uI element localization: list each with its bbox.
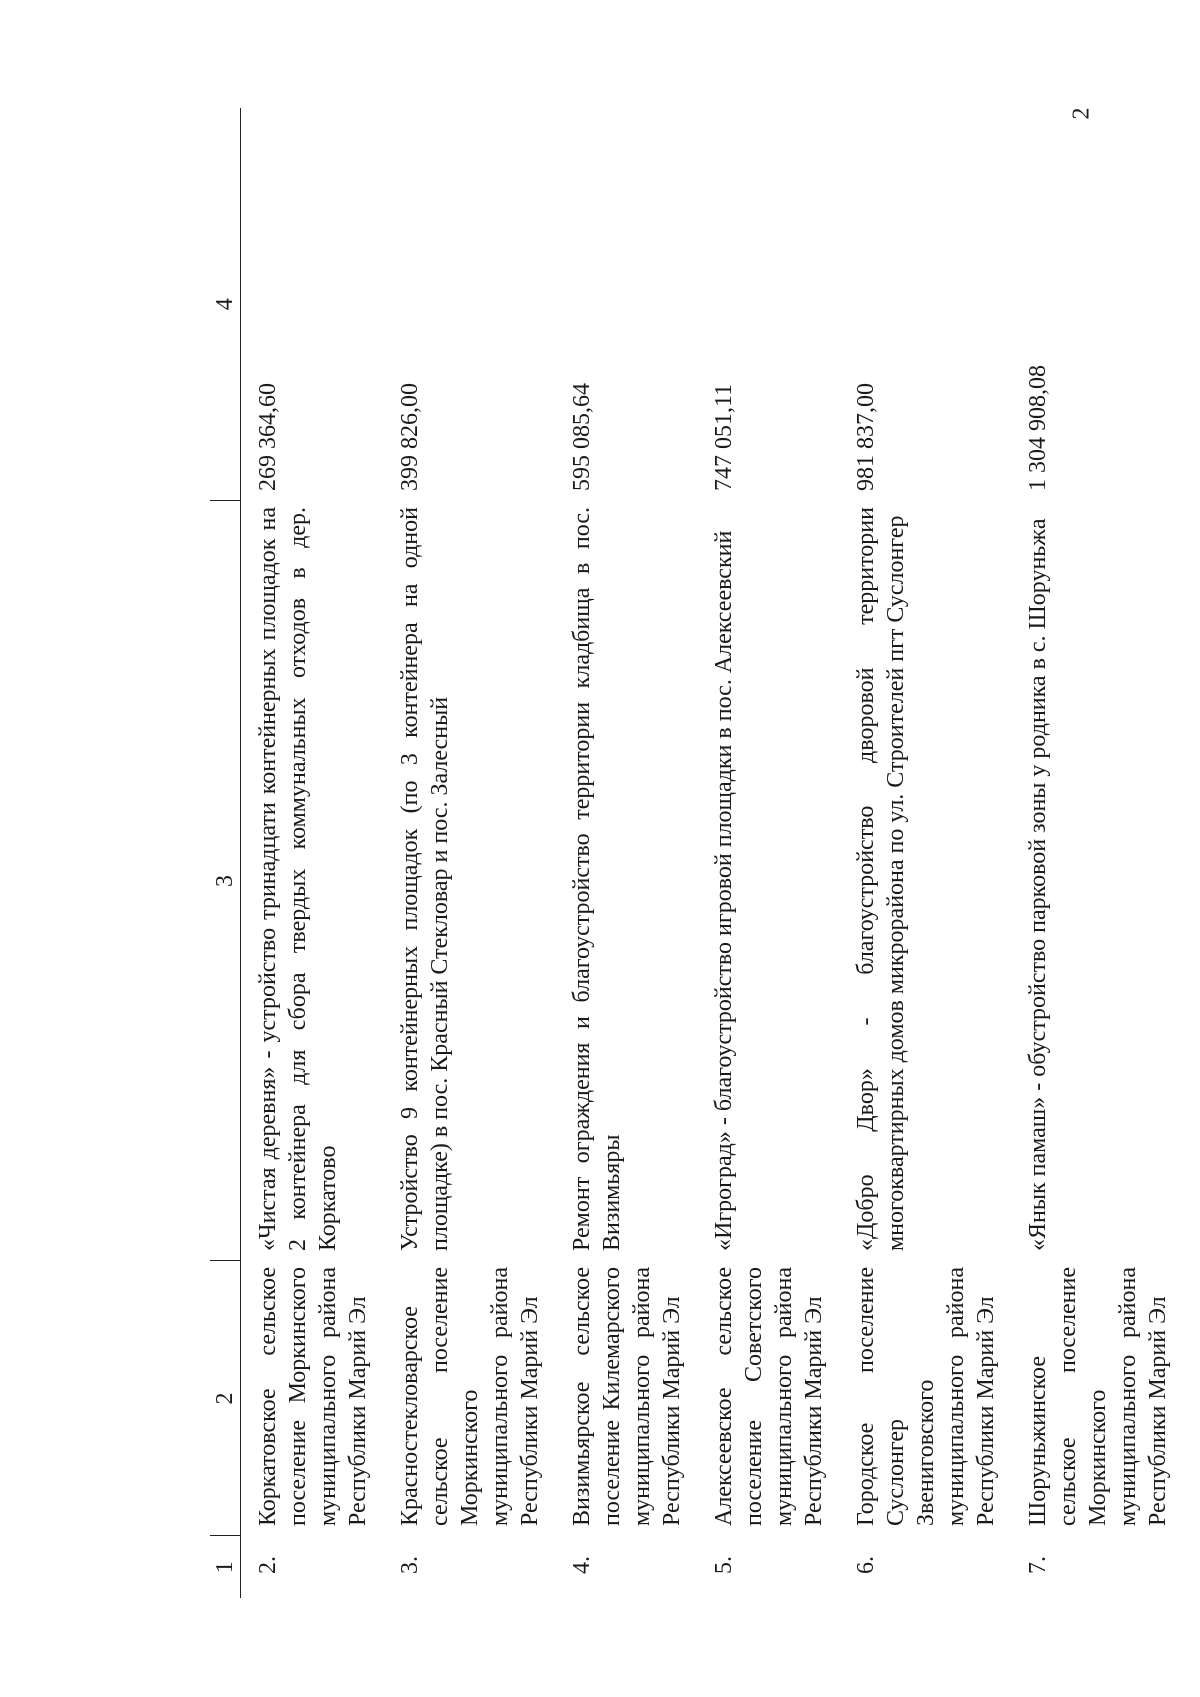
funding-table bbox=[210, 108, 1183, 1598]
settlement-name: Визимьярское сельское поселение Килемарского муниципального района Республики Марий Эл bbox=[569, 1267, 685, 1526]
settlement-name: Алексеевское сельское поселение Советского муниципального района Республики Марий Эл bbox=[711, 1267, 827, 1526]
project-description: «Чистая деревня» - устройство тринадцати контейнерных площадок на 2 контейнера для сбора твердых коммунальных отходов в дер. Коркатово bbox=[255, 507, 341, 1251]
grant-amount: 399 826,00 bbox=[397, 383, 423, 491]
settlement-name: Красностекловарское сельское поселение Моркинского муниципального района Республики Марий Эл bbox=[397, 1267, 543, 1526]
row-number: 6. bbox=[853, 1556, 879, 1574]
grant-amount: 1 304 908,08 bbox=[1025, 365, 1051, 491]
row-number: 7. bbox=[1025, 1556, 1051, 1574]
row-number: 4. bbox=[569, 1556, 595, 1574]
grant-amount: 981 837,00 bbox=[853, 383, 879, 491]
column-header-4: 4 bbox=[210, 108, 241, 501]
settlement-name: Городское поселение Суслонгер Звениговского муниципального района Республики Марий Эл bbox=[853, 1267, 999, 1526]
table-row bbox=[1011, 108, 1183, 1598]
row-number: 2. bbox=[255, 1556, 281, 1574]
row-number: 5. bbox=[711, 1556, 737, 1574]
settlement-name: Шоруньжинское сельское поселение Моркинского муниципального района Республики Марий Эл bbox=[1025, 1267, 1171, 1526]
project-description: «Янык памаш» - обустройство парковой зоны у родника в с. Шоруньжа bbox=[1025, 518, 1051, 1251]
project-description: «Игроград» - благоустройство игровой площадки в пос. Алексеевский bbox=[711, 530, 737, 1251]
rotated-table-container bbox=[210, 108, 1171, 1598]
page-number: 2 bbox=[1068, 107, 1095, 120]
project-description: «Добро Двор» - благоустройство дворовой территории многоквартирных домов микрорайона по ул. Строителей пгт Суслонгер bbox=[853, 507, 909, 1251]
grant-amount: 747 051,11 bbox=[711, 383, 737, 491]
row-number: 3. bbox=[397, 1556, 423, 1574]
project-description: Устройство 9 контейнерных площадок (по 3 контейнера на одной площадке) в пос. Красный Стекловар и пос. Залесный bbox=[397, 507, 453, 1251]
grant-amount: 595 085,64 bbox=[569, 383, 595, 491]
column-header-1: 1 bbox=[210, 1536, 241, 1598]
settlement-name: Коркатовское сельское поселение Моркинского муниципального района Республики Марий Эл bbox=[255, 1267, 371, 1526]
table-row bbox=[839, 108, 1011, 1598]
table-row bbox=[383, 108, 555, 1598]
project-description: Ремонт ограждения и благоустройство территории кладбища в пос. Визимьяры bbox=[569, 507, 625, 1251]
table-header-row bbox=[210, 108, 241, 1598]
grant-amount: 269 364,60 bbox=[255, 383, 281, 491]
table-row bbox=[697, 108, 839, 1598]
column-header-3: 3 bbox=[210, 501, 241, 1261]
column-header-2: 2 bbox=[210, 1261, 241, 1536]
table-row bbox=[555, 108, 697, 1598]
table-row bbox=[241, 108, 384, 1598]
